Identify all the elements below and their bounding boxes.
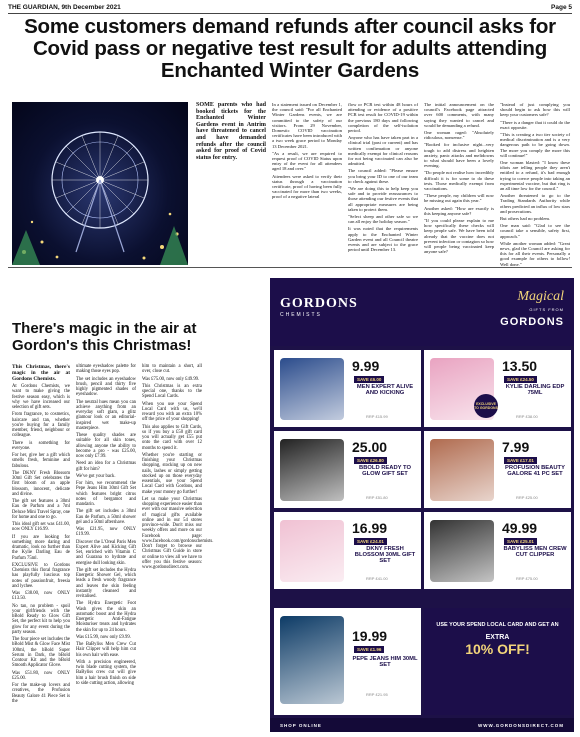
product-image (430, 439, 494, 501)
article1-paragraph: While another woman added: "Great news, glad the Council are asking for this for all their events. Personally a good example for others to follow! Well done." (500, 240, 570, 267)
product-tile[interactable] (274, 350, 421, 427)
article1-column-4 (424, 102, 494, 262)
gordons-logo-text: GORDONS (280, 296, 358, 311)
product-price: 13.50 (502, 358, 538, 374)
gordons-advert (270, 278, 574, 732)
article2-paragraph: him to maintain a short, all over, close cut. (142, 364, 202, 375)
product-saving: SAVE £17.01 (504, 457, 537, 464)
article1-lead: SOME parents who had booked tickets for the Enchanted Winter Gardens event in Antrim have threatened to cancel and have demanded refunds after the council asked for proof of Covid status for entry. (196, 102, 266, 161)
product-saving: SAVE £6.00 (354, 376, 384, 383)
article2-paragraph: For her, give her a gift which smells fresh, feminine and fabulous. (12, 453, 70, 469)
article1-paragraph: "Select sheep and other safe so we can all enjoy the holiday season." (348, 214, 418, 225)
gordons-logo (280, 296, 358, 318)
product-name: BABYLISS MEN CREW CUT CLIPPER (503, 546, 567, 559)
product-price: 16.99 (352, 520, 388, 536)
product-image (280, 616, 344, 704)
product-rrp: RRP £15.99 (366, 414, 388, 419)
article2-paragraph: Need an idea for a Christmas gift for him? (76, 461, 136, 472)
product-tile[interactable] (274, 512, 421, 589)
product-rrp: RRP £51.80 (366, 495, 388, 500)
article2-paragraph: These quality shades are suitable for all skin tones, allowing anyone the ability to become a pro - was £25.00, now only £7.99. (76, 433, 136, 459)
article2-paragraph: When you use your Spend Local Card with us, we'll reward you with an extra 10% off the price of your shopping! (142, 401, 202, 423)
article2-lead: This Christmas, there's magic in the air at Gordons Chemists. (12, 364, 70, 382)
offer-line-2: EXTRA (485, 634, 510, 641)
tagline-script: Magical (517, 289, 564, 304)
article1-paragraph: The council added: "Please ensure you bring your ID to one of our team to check against these. (348, 168, 418, 184)
article1-paragraph: In a statement issued on December 1, the council said: "For all Enchanted Winter Gardens events, we are committed to the safety of our visitors. From 29 November, Domestic COVID vaccination certificates have been introduced with a two week grace period to Monday 13 December 2021. (272, 102, 342, 149)
article1-paragraph: One woman raged: "Absolutely ridiculous, nonsense." (424, 130, 494, 141)
article2-paragraph: This Christmas is an extra special one, thanks to the Spend Local Cards. (142, 383, 202, 400)
product-name: BBOLD READY TO GLOW GIFT SET (359, 465, 411, 478)
section-divider (8, 267, 572, 268)
article2-paragraph: Was £15.99, now only £9.99. (76, 634, 131, 640)
offer-line-1: USE YOUR SPEND LOCAL CARD AND GET AN (436, 622, 559, 628)
tagline-bold: GORDONS (500, 316, 564, 328)
offer-line-3: 10% OFF! (465, 641, 530, 657)
product-price: 19.99 (352, 628, 388, 644)
article2-paragraph: The neutral hues mean you can achieve anything from an everyday soft glam, a glitz glamour look or an editorial-inspired wet make-up masterpiece. (76, 399, 136, 431)
article1-paragraph: One woman blasted: "I know these idiots are telling people they aren't entitled to a refund, it's bad enough trying to coerce people into taking an experimental vaccine, but that ring is an all time low for the council." (500, 160, 570, 192)
article2-paragraph: There is something for everyone. (12, 440, 70, 451)
product-rrp: RRP £21.95 (366, 692, 388, 697)
article1-paragraph: "We are doing this to help keep you safe and to provide reassurances to those attending our festive events that all appropriate measures are being taken to protect them. (348, 186, 418, 212)
ferris-wheel-graphic (52, 132, 148, 252)
product-name: DKNY FRESH BLOSSOM 30ML GIFT SET (354, 546, 416, 565)
product-rrp: RRP £41.00 (366, 576, 388, 581)
product-price: 49.99 (502, 520, 538, 536)
article2-paragraph: The gift set includes a 30ml Eau de Parfum, a 50ml shower gel and a 50ml aftershave. (76, 509, 136, 525)
product-price: 7.99 (502, 439, 530, 455)
product-name: MEN EXPERT ALIVE AND KICKING (356, 384, 414, 397)
product-tile[interactable] (424, 512, 571, 589)
article1-paragraph: Anyone who has have taken part in a clinical trial (past or current) and has written confirmation or anyone medically exempt for clinical reasons for not being vaccinated can also be admitted. (348, 135, 418, 167)
article1-paragraph: One man said: "Glad to see the council take a sensible, safety first, approach." (500, 223, 570, 239)
article1-column-1 (196, 102, 266, 262)
article1-paragraph: "If you could please explain to me how specifically these checks will keep people safe. We have been told already that the vaccine does not prevent infection or contagion so how will people being vaccinated keep anyone safe? (424, 218, 494, 255)
article1-column-5 (500, 102, 570, 267)
product-tile[interactable] (274, 431, 421, 508)
product-saving: SAVE £24.01 (354, 538, 387, 545)
product-rrp: RRP £25.00 (516, 495, 538, 500)
article2-paragraph: This also applies to Gift Cards, so if you buy a £50 gift card you will actually get £55 put onto the card with over 12 months to spend it. (142, 424, 202, 451)
article2-paragraph: Was £38.00, now ONLY £13.50. (12, 591, 70, 602)
product-saving: SAVE £25.01 (504, 538, 537, 545)
article1-paragraph: "Instead of just complying you should begin to ask how this will keep your customers safe? (500, 102, 570, 118)
article2-paragraph: From fragrance, to cosmetics, haircare and tan, whether you're buying for a family member, friend, neighbour or colleague. (12, 412, 70, 439)
article2-paragraph: Was £75.00, now only £49.99. (142, 376, 200, 382)
product-tile[interactable] (424, 350, 571, 427)
product-saving: SAVE £24.50 (504, 376, 537, 383)
article1-paragraph: "Do people not realise how incredibly difficult it is for some to do these tests. Those medically exempt from vaccinations. (424, 170, 494, 192)
article2-column-1 (12, 364, 70, 732)
masthead-page: Page 5 (551, 4, 572, 11)
exclusive-badge: EXCLUSIVE TO GORDONS (474, 394, 498, 418)
article2-paragraph: EXCLUSIVE to Gordons Chemists this floral fragrance has playfully luscious top notes of passionfruit, freesia and lychee. (12, 562, 70, 589)
article2-paragraph: If you are looking for something more daring and dramatic, look no further than the Kylie Darling Eau de Parfum 75ml. (12, 534, 70, 561)
article2-paragraph: The gift set features a 30ml Eau de Parfum and a 7ml Deluxe Mini Travel Spray, one for home and one to go. (12, 499, 70, 520)
article1-paragraph: Another threatened to go to the Trading Standards Authority while others predicted an influx of low stars and prosecutions. (500, 193, 570, 214)
winter-gardens-photo (12, 102, 188, 265)
product-image (430, 520, 494, 582)
product-saving: SAVE £1.96 (354, 646, 384, 653)
article2-paragraph: Was £21.95, now ONLY £19.99. (76, 527, 136, 538)
article1-paragraph: Another asked: "How are exactly is this keeping anyone safe? (424, 205, 494, 216)
article1-paragraph: But others had no problem. (500, 216, 551, 222)
article2-paragraph: The four piece set includes the bBold Mist & Glow Face Mist 100ml, the bBold Super Serum in Dark, the bBold Contour Kit and the bBold Smooth Applicator Glove. (12, 637, 70, 669)
article2-paragraph: No tan, no problem - spoil your girlfriends with the bBold Ready to Glow Gift Set, the perfect kit to help you glow for any event during the party season. (12, 603, 70, 635)
article1-paragraph: "As a result, we are required to request proof of COVID Status upon entry of the event for all attendees aged 18 and over." (272, 150, 342, 172)
article2-paragraph: The gift set includes the Hydra Energetic Shower Gel, which leads a fresh woody fragrance and leaves the skin feeling instantly cleansed and revitalised. (76, 567, 136, 599)
article2-paragraph: Was £51.80, now ONLY £25.00. (12, 670, 70, 681)
article1-column-3 (348, 102, 418, 262)
article2-paragraph: This ideal gift set was £41.00, now ONLY £16.99. (12, 522, 70, 533)
article2-paragraph: ultimate eyeshadow palette for making those eyes pop. (76, 364, 136, 375)
product-price: 25.00 (352, 439, 388, 455)
article2-paragraph: The Hydra Energetic Foot Wash gives the skin an automatic boost and the Hydra Energetic Anti-Fatigue Moisturiser treats and hydrates the skin for up to 24 hours. (76, 601, 136, 633)
product-image (280, 439, 344, 501)
article1-paragraph: It was noted that the requirements apply to the Enchanted Winter Garden event and all Council theatre events and are subject to the grace period until December 13. (348, 226, 418, 253)
article2-paragraph: Whether you're starting or finishing your Christmas shopping, stocking up on new nails, lashes or simply getting stocked up on those everyday essentials, use your Spend Local Card with Gordons, and make your money go further! (142, 452, 202, 495)
article2-column-2 (76, 364, 136, 732)
article1-paragraph: flow or PCR test within 48 hours of attending or evidence of a positive PCR test result for COVID-19 within the previous 180 days and following completion of the self-isolation period. (348, 102, 418, 134)
article2-paragraph: Let us make your Christmas shopping experience easier than ever with our massive selection of magical gifts available online and in our 54 stores province-wide. Don't miss our weekly offers and more on our Facebook page: www.facebook.com/gordonschemists. Don't forget to browse our Christmas Gift Guide in store or online to view all we have to offer you this festive season: www.gordonsdirect.com. (142, 496, 214, 570)
article2-column-3 (142, 364, 214, 732)
product-rrp: RRP £75.00 (516, 576, 538, 581)
article2-paragraph: At Gordons Chemists, we want to make giving the festive season easy, which is why we have increased our selection of gift sets. (12, 384, 70, 410)
article2-paragraph: The BaByliss Men Crew Cut Hair Clipper will help him cut his own hair with ease. (76, 642, 136, 658)
article2-paragraph: The set includes an eyeshadow brush, pencil and thirty five highly pigmented shades of eyeshadow. (76, 376, 136, 398)
masthead (8, 2, 572, 14)
article2-paragraph: For him, we recommend the Pepe Jeans Him 30ml Gift Set which features bright citrus notes of bergamot and mandarin. (76, 481, 136, 507)
article1-paragraph: Attendees were asked to verify their status through a vaccination certificate, proof of having been fully vaccinated for more than two weeks, proof of a negative lateral (272, 173, 342, 200)
article2-paragraph: For the make-up lovers and creatives, the Profusion Beauty Galore 41 Piece Set is the (12, 683, 70, 704)
article2-paragraph: With a precision engineered, twin blade cutting system, the BaByliss crew cut will give him a hair brush finish on side to side cutting action, allowing (76, 659, 136, 686)
product-rrp: RRP £38.00 (516, 414, 538, 419)
product-image (280, 520, 344, 582)
product-name: PROFUSION BEAUTY GALORE 41 PC SET (505, 465, 565, 478)
article1-paragraph: "These people, my children will now be missing out again this year." (424, 193, 494, 204)
article2-paragraph: Discover the L'Oreal Paris Men Expert Alive and Kicking Gift Set, enriched with Vitamin C and Guarana to hydrate and energise dull looking skin. (76, 539, 136, 566)
article2-paragraph: We've got your back. (76, 473, 116, 479)
tagline-mid: GIFTS FROM (529, 307, 564, 312)
article2-headline: There's magic in the air at Gordon's this Christmas! (12, 320, 197, 354)
article1-paragraph: "Booked for inclusive night...very tough to add distress and heighten anxiety, panic attacks and meltdowns to what should have been a lovely evening. (424, 142, 494, 169)
product-price: 9.99 (352, 358, 380, 374)
product-name: KYLIE DARLING EDP 75ML (505, 384, 565, 397)
article2-paragraph: The DKNY Fresh Blossom 30ml Gift Set celebrates the first bloom of an apple blossom, innocent, delicate and divine. (12, 470, 70, 497)
website-link[interactable]: WWW.GORDONSDIRECT.COM (478, 722, 564, 728)
advert-footer (270, 718, 574, 732)
gordons-logo-subtext: CHEMISTS (280, 312, 322, 318)
product-name: PEPE JEANS HIM 30ML SET (352, 656, 418, 669)
spend-local-offer (424, 608, 571, 715)
article1-paragraph: "This is creating a two tier society of medical discrimination and is a very dangerous path to be going down. The more you comply the more this will continue!" (500, 132, 570, 158)
product-tile[interactable] (424, 431, 571, 508)
product-saving: SAVE £26.80 (354, 457, 387, 464)
shop-online-label[interactable]: SHOP ONLINE (280, 722, 322, 728)
article1-paragraph: "There is a danger that it could do the exact opposite. (500, 119, 570, 130)
article1-column-2 (272, 102, 342, 262)
magical-gifts-tagline (500, 290, 564, 329)
article1-paragraph: The initial announcement on the council's Facebook page attracted over 600 comments, with many saying they wanted to cancel and would be demanding a refund. (424, 102, 494, 128)
article1-headline: Some customers demand refunds after council asks for Covid pass or negative test result for adults attending Enchanted Winter Gardens (24, 15, 556, 82)
product-image (280, 358, 344, 420)
advert-header (270, 278, 574, 346)
masthead-paper: THE GUARDIAN, 9th December 2021 (8, 4, 121, 11)
product-tile[interactable] (274, 608, 421, 715)
